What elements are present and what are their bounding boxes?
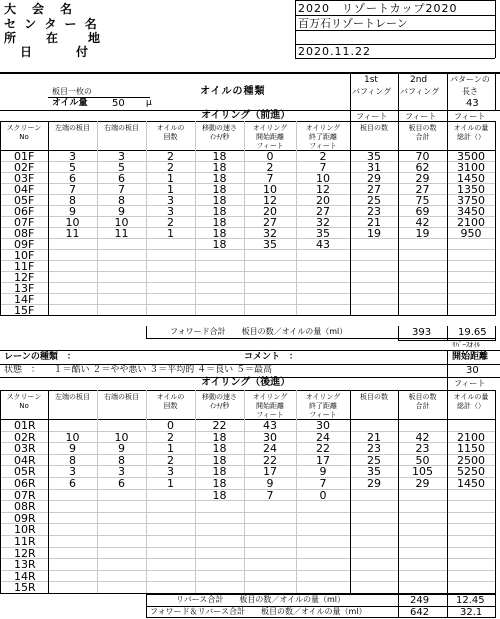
board-label: 板目一枚の (52, 87, 92, 96)
table-cell: 1 (167, 477, 174, 490)
table-cell: 18 (212, 477, 227, 490)
table-cell: 17 (316, 453, 330, 467)
table-cell: 18 (212, 488, 227, 502)
table-cell: 7 (319, 477, 327, 490)
table-cell: 43 (263, 419, 277, 432)
reverse-total-oil: 12.45 (456, 595, 485, 606)
table-cell: 7 (118, 183, 125, 196)
table-cell: 20 (316, 194, 330, 207)
forward-header-8: 板目の数 合計 (408, 124, 437, 141)
screen-no: 04R (14, 453, 36, 467)
screen-no: 10R (14, 523, 36, 537)
table-cell: 10 (114, 216, 129, 229)
table-cell: 5 (118, 161, 125, 174)
table-cell: 70 (415, 150, 430, 163)
forward-feet-1: フィート (356, 112, 388, 121)
reverse-header-0: スクリーン No (6, 393, 42, 410)
screen-no: 13F (14, 282, 35, 295)
screen-no: 02R (14, 430, 36, 444)
table-cell: 2 (167, 150, 174, 163)
table-cell: 18 (212, 150, 227, 163)
table-cell: 9 (118, 442, 125, 456)
table-cell: 10 (263, 183, 277, 196)
date-value: 2020.11.22 (298, 45, 371, 58)
table-cell: 1 (167, 172, 174, 185)
comment-label: コメント ： (244, 352, 299, 362)
table-cell: 29 (367, 477, 381, 490)
table-cell: 2 (167, 161, 174, 174)
reverse-header-7: 板目の数 (360, 393, 388, 401)
second-buff-top: 2nd (410, 75, 428, 85)
table-cell: 8 (69, 194, 76, 207)
table-cell: 18 (212, 205, 227, 218)
screen-no: 09R (14, 511, 36, 525)
pattern-top: パターンの (450, 75, 490, 84)
tournament-label: 大 会 名 (4, 2, 75, 16)
table-cell: 2 (319, 150, 327, 163)
table-cell: 7 (69, 183, 76, 196)
table-cell: 24 (263, 442, 277, 456)
table-cell: 3750 (457, 194, 485, 207)
first-buff-bottom: バフィング (352, 87, 392, 96)
table-cell: 30 (316, 419, 330, 432)
table-cell: 18 (212, 430, 227, 444)
table-cell: 18 (212, 172, 227, 185)
table-cell: 8 (118, 453, 125, 467)
screen-no: 07F (14, 216, 35, 229)
table-cell: 9 (266, 477, 274, 490)
forward-header-4: 移動の速さ ｲﾝﾁ/秒 (202, 124, 237, 141)
table-cell: 18 (212, 183, 227, 196)
oil-type-label: オイルの種類 (200, 86, 266, 97)
table-cell: 2 (167, 430, 174, 444)
grand-total-boards: 642 (410, 607, 430, 618)
table-cell: 0 (167, 419, 174, 432)
table-cell: 18 (212, 442, 227, 456)
table-cell: 11 (114, 227, 129, 240)
start-distance-label: 開始距離 (452, 352, 489, 362)
table-cell: 3450 (457, 205, 485, 218)
table-cell: 105 (412, 465, 433, 479)
screen-no: 08F (14, 227, 35, 240)
table-cell: 3 (118, 150, 125, 163)
grand-total-label: フォワード＆リバース合計 板目の数／オイルの量（ml） (150, 607, 367, 616)
table-cell: 2 (266, 161, 274, 174)
table-cell: 18 (212, 216, 227, 229)
screen-no: 12F (14, 271, 35, 284)
forward-header-9: オイルの量 総計（） (453, 124, 489, 141)
center-value: 百万石リゾートレーン (298, 17, 408, 30)
reverse-header-3: オイルの 回数 (156, 393, 185, 410)
table-cell: 19 (367, 227, 381, 240)
table-cell: 22 (212, 419, 227, 432)
table-cell: 32 (316, 216, 330, 229)
forward-feet-2: フィート (405, 112, 437, 121)
table-cell: 8 (69, 453, 76, 467)
table-cell: 1350 (457, 183, 485, 196)
reverse-header-8: 板目の数 合計 (408, 393, 437, 410)
reverse-total-boards: 249 (410, 595, 430, 606)
table-cell: 3 (69, 150, 76, 163)
table-cell: 7 (319, 161, 327, 174)
screen-no: 02F (14, 161, 35, 174)
screen-no: 09F (14, 238, 35, 251)
table-cell: 27 (316, 205, 330, 218)
table-cell: 7 (266, 488, 274, 502)
screen-no: 05R (14, 465, 36, 479)
table-cell: 29 (415, 172, 430, 185)
reverse-header-6: オイリング 終了距離 フィート (305, 393, 341, 419)
table-cell: 1150 (457, 442, 485, 456)
table-cell: 6 (69, 477, 76, 490)
address-label: 所 在 地 (4, 31, 103, 45)
table-cell: 29 (415, 477, 430, 490)
table-cell: 950 (460, 227, 482, 240)
table-cell: 9 (319, 465, 327, 479)
tournament-value: 2020 リゾートカップ2020 (298, 2, 458, 15)
table-cell: 1450 (457, 172, 485, 185)
table-cell: 75 (415, 194, 430, 207)
table-cell: 2 (167, 453, 174, 467)
forward-header-0: スクリーン No (6, 124, 42, 141)
table-cell: 18 (212, 227, 227, 240)
screen-no: 06F (14, 205, 35, 218)
table-cell: 5250 (457, 465, 485, 479)
table-cell: 21 (367, 430, 381, 444)
table-cell: 35 (263, 238, 277, 251)
table-cell: 35 (367, 150, 381, 163)
date-label: 日 付 (20, 45, 91, 59)
table-cell: 6 (118, 172, 125, 185)
table-cell: 19 (415, 227, 430, 240)
pattern-bottom: 長さ (462, 87, 478, 96)
table-cell: 25 (367, 194, 381, 207)
table-cell: 8 (118, 194, 125, 207)
table-cell: 50 (415, 453, 430, 467)
reverse-total-label: リバース合計 板目の数／オイルの量（ml） (176, 595, 345, 604)
table-cell: 1450 (457, 477, 485, 490)
lane-type-label: レーンの種類 ： (4, 352, 76, 362)
forward-header-3: オイルの 回数 (156, 124, 185, 141)
table-cell: 9 (69, 442, 76, 456)
forward-header-1: 左端の板目 (55, 124, 90, 132)
screen-no: 03R (14, 442, 36, 456)
table-cell: 27 (415, 183, 430, 196)
table-cell: 9 (69, 205, 76, 218)
table-cell: 6 (118, 477, 125, 490)
table-cell: 2100 (457, 430, 485, 444)
start-distance-value: 30 (466, 365, 479, 376)
table-cell: 24 (316, 430, 330, 444)
table-cell: 3 (118, 465, 125, 479)
first-buff-top: 1st (364, 75, 378, 85)
screen-no: 14R (14, 569, 36, 583)
table-cell: 2500 (457, 453, 485, 467)
screen-no: 11R (14, 535, 36, 548)
table-cell: 18 (212, 465, 227, 479)
screen-no: 08R (14, 500, 36, 514)
forward-header-6: オイリング 終了距離 フィート (305, 124, 341, 150)
table-cell: 42 (415, 430, 430, 444)
table-cell: 3100 (457, 161, 485, 174)
table-cell: 17 (263, 465, 277, 479)
table-cell: 10 (316, 172, 330, 185)
screen-no: 05F (14, 194, 35, 207)
reverse-header-9: オイルの量 総計（） (453, 393, 489, 410)
screen-no: 12R (14, 546, 36, 560)
table-cell: 2100 (457, 216, 485, 229)
table-cell: 0 (266, 150, 274, 163)
table-cell: 1 (167, 442, 174, 456)
table-cell: 29 (367, 172, 381, 185)
table-cell: 31 (367, 161, 381, 174)
table-cell: 23 (415, 442, 430, 456)
table-cell: 3 (167, 194, 174, 207)
screen-no: 07R (14, 488, 36, 502)
table-cell: 10 (65, 216, 80, 229)
forward-header-7: 板目の数 (360, 124, 388, 132)
table-cell: 43 (316, 238, 330, 251)
table-cell: 11 (65, 227, 80, 240)
screen-no: 04F (14, 183, 35, 196)
table-cell: 0 (319, 488, 327, 502)
table-cell: 10 (65, 430, 80, 444)
table-cell: 22 (263, 453, 277, 467)
table-cell: 2 (167, 216, 174, 229)
center-label: セ ン タ ー 名 (4, 17, 99, 31)
screen-no: 06R (14, 477, 36, 490)
screen-no: 10F (14, 249, 35, 262)
forward-header-5: オイリング 開始距離 フィート (252, 124, 288, 150)
oil-amount-label: オイル量 (52, 98, 88, 108)
state-text: 状態 ： １＝酷い ２＝やや悪い ３＝平均的 ４＝良い ５＝最高 (4, 365, 272, 375)
table-cell: 35 (367, 465, 381, 479)
table-cell: 5 (69, 161, 76, 174)
screen-no: 01R (14, 419, 36, 432)
screen-no: 03F (14, 172, 35, 185)
table-cell: 21 (367, 216, 381, 229)
table-cell: 42 (415, 216, 430, 229)
table-cell: 23 (367, 205, 381, 218)
oil-amount-value: 50 (112, 98, 125, 109)
table-cell: 18 (212, 194, 227, 207)
screen-no: 15R (14, 581, 36, 595)
table-cell: 18 (212, 453, 227, 467)
screen-no: 14F (14, 293, 35, 306)
table-cell: 20 (263, 205, 277, 218)
grand-total-oil: 32.1 (460, 607, 483, 618)
screen-no: 13R (14, 558, 36, 572)
table-cell: 69 (415, 205, 430, 218)
screen-no: 01F (14, 150, 35, 163)
forward-header-2: 右端の板目 (104, 124, 139, 132)
table-cell: 23 (367, 442, 381, 456)
table-cell: 3 (167, 205, 174, 218)
oil-amount-unit: μ (146, 98, 152, 108)
second-buff-bottom: バフィング (400, 87, 440, 96)
screen-no: 15F (14, 304, 35, 317)
table-cell: 22 (316, 442, 330, 456)
table-cell: 3 (167, 465, 174, 479)
table-cell: 10 (114, 430, 129, 444)
reverse-header-4: 移動の速さ ｲﾝﾁ/秒 (202, 393, 237, 410)
table-cell: 12 (316, 183, 330, 196)
pattern-value: 43 (466, 98, 479, 109)
table-cell: 3 (69, 465, 76, 479)
table-cell: 25 (367, 453, 381, 467)
screen-no: 11F (14, 260, 35, 273)
forward-total-label: フォワード合計 板目の数／オイルの量（ml） (170, 327, 348, 336)
table-cell: 18 (212, 161, 227, 174)
forward-total-oil: 19.65 (458, 327, 487, 338)
table-cell: 12 (263, 194, 277, 207)
reverse-feet: フィート (454, 379, 486, 388)
table-cell: 62 (415, 161, 430, 174)
table-cell: 6 (69, 172, 76, 185)
table-cell: 9 (118, 205, 125, 218)
forward-title: オイリング（前進） (201, 110, 291, 121)
table-cell: 1 (167, 183, 174, 196)
reverse-header-5: オイリング 開始距離 フィート (252, 393, 288, 419)
table-cell: 30 (263, 430, 277, 444)
reverse-header-2: 右端の板目 (104, 393, 139, 401)
table-cell: 7 (266, 172, 274, 185)
table-cell: 1 (167, 227, 174, 240)
table-cell: 3500 (457, 150, 485, 163)
forward-feet-3: フィート (454, 112, 486, 121)
table-cell: 27 (263, 216, 277, 229)
table-cell: 35 (316, 227, 330, 240)
forward-total-boards: 393 (412, 327, 432, 338)
table-cell: 27 (367, 183, 381, 196)
reverse-oil-label: ﾘﾊﾞｰｽｵｲﾙ (452, 341, 480, 349)
reverse-title: オイリング（後進） (201, 377, 291, 388)
table-cell: 18 (212, 238, 227, 251)
table-cell: 32 (263, 227, 277, 240)
reverse-header-1: 左端の板目 (55, 393, 90, 401)
